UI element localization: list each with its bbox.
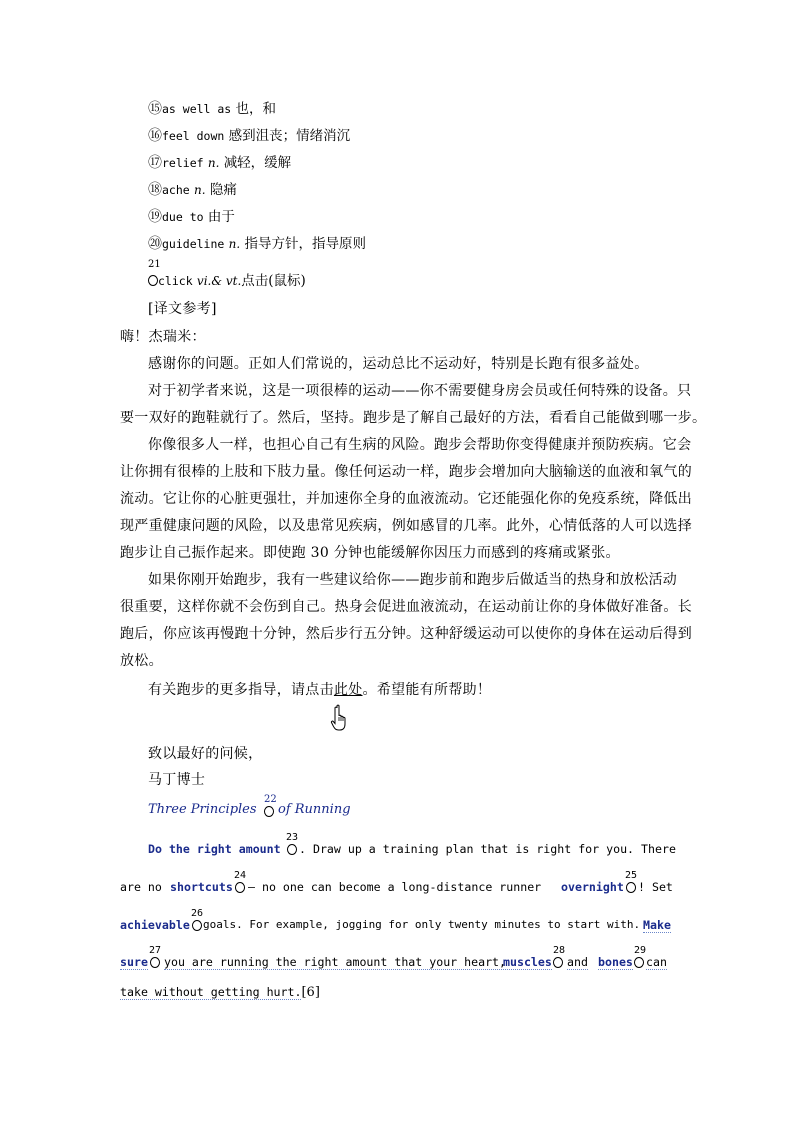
- reference-marker: [6]: [301, 985, 320, 1000]
- keyword-make: Make: [643, 918, 671, 932]
- vocab-term: as well as: [162, 102, 232, 116]
- paragraph-5-text: 。希望能有所帮助！: [362, 682, 492, 698]
- circle-marker: [148, 275, 158, 286]
- paragraph-2-line: 要一双好的跑鞋就行了。然后，坚持。跑步是了解自己最好的方法，看看自己能做到哪一步。: [120, 410, 707, 426]
- vocab-term: ache: [162, 183, 190, 197]
- reading-line-5: [120, 985, 320, 1000]
- vocab-item-17: [148, 151, 291, 172]
- circle-marker: [235, 882, 245, 893]
- sentence-text: — no one can become a long-distance runner: [248, 880, 542, 894]
- circle-marker: [264, 806, 274, 817]
- item-number: ⑲: [148, 209, 162, 225]
- item-number: ⑱: [148, 182, 162, 198]
- footnote-number: 22: [264, 794, 277, 805]
- title-text: Three Principles: [148, 802, 257, 817]
- keyword-achievable: achievable: [120, 918, 190, 932]
- paragraph-5-text: 有关跑步的更多指导，请点击: [148, 682, 334, 698]
- vocab-meaning: 减轻，缓解: [223, 155, 292, 171]
- vocab-meaning: 感到沮丧；情绪消沉: [228, 128, 351, 144]
- vocab-meaning: 点击(鼠标): [241, 273, 306, 289]
- footnote-number: 25: [625, 870, 638, 881]
- hand-cursor-icon: [330, 704, 350, 732]
- sentence-text: are no: [120, 880, 162, 894]
- item-number: ⑰: [148, 155, 162, 171]
- paragraph-3-line: 让你拥有很棒的上肢和下肢力量。像任何运动一样，跑步会增加向大脑输送的血液和氧气的: [120, 464, 692, 480]
- paragraph-2-line: 对于初学者来说，这是一项很棒的运动——你不需要健身房会员或任何特殊的设备。只: [148, 383, 692, 399]
- vocab-item-19: [148, 205, 235, 226]
- paragraph-4-line: 很重要，这样你就不会伤到自己。热身会促进血液流动，在运动前让你的身体做好准备。长: [120, 599, 692, 615]
- footnote-number: 28: [553, 945, 566, 956]
- circle-marker: [150, 957, 160, 968]
- vocab-term: click: [158, 274, 193, 288]
- circle-marker: [626, 882, 636, 893]
- vocab-item-16: [148, 124, 350, 145]
- vocab-term: relief: [162, 156, 204, 170]
- sentence-text: and: [567, 955, 588, 969]
- paragraph-1: 感谢你的问题。正如人们常说的，运动总比不运动好，特别是长跑有很多益处。: [148, 356, 649, 372]
- closing: 致以最好的问候，: [148, 746, 263, 762]
- item-number: ⑳: [148, 236, 162, 252]
- footnote-number: 23: [286, 832, 299, 843]
- circle-marker: [192, 920, 202, 931]
- part-of-speech: n.: [207, 156, 220, 170]
- circle-marker: [634, 957, 644, 968]
- vocab-item-20: [148, 232, 366, 253]
- paragraph-4-line: 跑后，你应该再慢跑十分钟，然后步行五分钟。这种舒缓运动可以使你的身体在运动后得到: [120, 626, 692, 642]
- vocab-item-15: [148, 97, 276, 118]
- part-of-speech: n.: [228, 237, 241, 251]
- vocab-meaning: 指导方针，指导原则: [244, 236, 366, 252]
- sentence-text: goals. For example, jogging for only twenty minutes to start with.: [203, 918, 641, 931]
- keyword-overnight: overnight: [561, 880, 624, 894]
- vocab-meaning: 隐痛: [209, 182, 237, 198]
- keyword-sure: sure: [120, 955, 148, 969]
- paragraph-3-line: 现严重健康问题的风险，以及患常见疾病，例如感冒的几率。此外，心情低落的人可以选择: [120, 518, 692, 534]
- signature: 马丁博士: [148, 772, 206, 788]
- greeting: 嗨！杰瑞米：: [120, 329, 206, 345]
- sentence-text: you are running the right amount that your heart,: [164, 955, 507, 969]
- footnote-number: 29: [634, 945, 647, 956]
- vocab-term: guideline: [162, 237, 225, 251]
- vocab-meaning: 由于: [207, 209, 235, 225]
- paragraph-4-line: 放松。: [120, 653, 163, 669]
- paragraph-4-line: 如果你刚开始跑步，我有一些建议给你——跑步前和跑步后做适当的热身和放松活动: [148, 572, 678, 588]
- sentence-text: can: [646, 955, 667, 969]
- part-of-speech: vi.& vt.: [196, 274, 242, 288]
- sentence-text: . Draw up a training plan that is right for you. There: [299, 842, 676, 856]
- circle-marker: [287, 844, 297, 855]
- sentence-text: ! Set: [638, 880, 673, 894]
- footnote-number: 27: [149, 945, 162, 956]
- paragraph-5: [148, 679, 491, 699]
- keyword-bones: bones: [598, 955, 633, 969]
- click-here-link[interactable]: 此处: [333, 682, 363, 698]
- keyword-phrase: Do the right amount: [148, 842, 281, 856]
- vocab-item-18: [148, 178, 237, 199]
- title-text: of Running: [278, 802, 351, 817]
- paragraph-3-line: 流动。它让你的心脏更强壮，并加速你全身的血液流动。它还能强化你的免疫系统，降低出: [120, 491, 692, 507]
- vocab-term: feel down: [162, 129, 225, 143]
- vocab-meaning: 也，和: [235, 101, 277, 117]
- footnote-number: 24: [234, 870, 247, 881]
- item-number: ⑯: [148, 128, 162, 144]
- item-number: 21: [148, 259, 161, 270]
- translation-heading: [译文参考]: [148, 301, 217, 317]
- footnote-number: 26: [191, 908, 204, 919]
- part-of-speech: n.: [194, 183, 206, 197]
- paragraph-3-line: 你像很多人一样，也担心自己有生病的风险。跑步会帮助你变得健康并预防疾病。它会: [148, 437, 692, 453]
- vocab-term: due to: [162, 210, 204, 224]
- sentence-text: take without getting hurt.: [120, 985, 302, 999]
- paragraph-3-line: 跑步让自己振作起来。即使跑 30 分钟也能缓解你因压力而感到的疼痛或紧张。: [120, 545, 620, 561]
- item-number: ⑮: [148, 101, 162, 117]
- circle-marker: [553, 957, 563, 968]
- keyword-muscles: muscles: [503, 955, 552, 969]
- keyword-shortcuts: shortcuts: [170, 880, 233, 894]
